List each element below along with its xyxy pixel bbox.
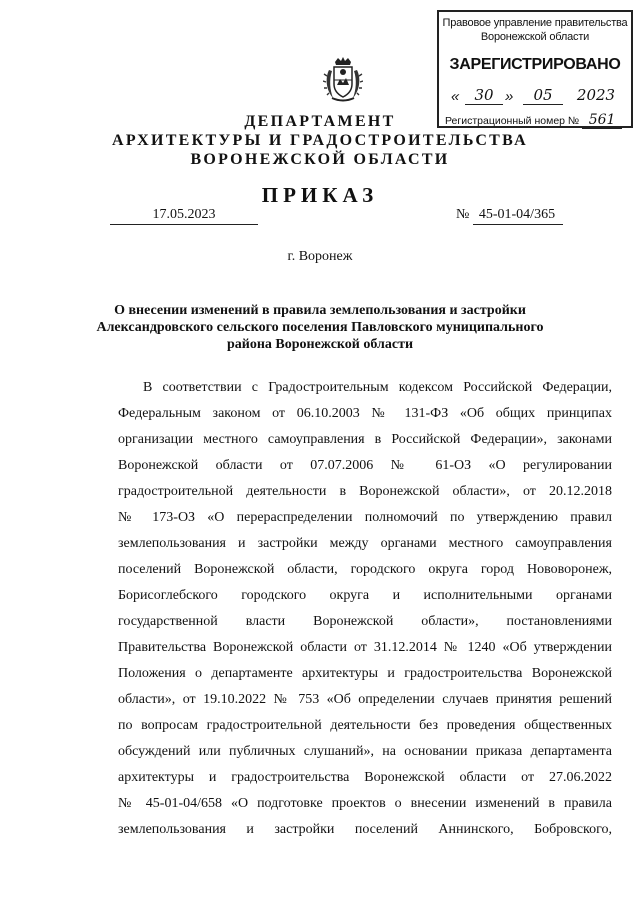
body-line: области», от 19.10.2022 № 753 «Об определении случаев принятия решений [118, 692, 612, 707]
stamp-org-line-2: Воронежской области [480, 31, 590, 43]
body-line: В соответствии с Градостроительным кодексом Российской Федерации, [143, 380, 612, 395]
body-line: землепользования и застройки поселений Аннинского, Бобровского, [118, 822, 612, 837]
body-line: Воронежской области от 07.07.2006 № 61-ОЗ «О регулировании [118, 458, 612, 473]
body-line: государственной власти Воронежской области», постановлениями [118, 614, 612, 629]
stamp-date: « 30 » 05 2023 [451, 88, 623, 106]
stamp-org-line-1: Правовое управление правительства [442, 17, 628, 29]
body-line: № 173-ОЗ «О перераспределении полномочий по утверждению правил [118, 510, 612, 525]
registration-stamp [437, 10, 633, 128]
stamp-organization [439, 16, 631, 44]
body-line: по вопросам градостроительной деятельности без проведения общественных [118, 718, 612, 733]
subject-line-3: района Воронежской области [226, 337, 414, 352]
body-line: архитектуры и градостроительства Воронежской области от 27.06.2022 [118, 770, 612, 785]
stamp-status: ЗАРЕГИСТРИРОВАНО [449, 56, 621, 73]
body-line: Правительства Воронежской области от 31.12.2014 № 1240 «Об утверждении [118, 640, 612, 655]
order-number: 45-01-04/365 [473, 207, 563, 225]
stamp-reg-number: 561 [582, 112, 622, 129]
subject-line-2: Александровского сельского поселения Павловского муниципального [96, 320, 544, 335]
department-line-2: АРХИТЕКТУРЫ И ГРАДОСТРОИТЕЛЬСТВА [112, 132, 528, 149]
body-line: градостроительной деятельности в Воронежской области», от 20.12.2018 [118, 484, 612, 499]
body-line: Борисоглебского городского округа и исполнительными органами [118, 588, 612, 603]
stamp-date-month: 05 [523, 86, 563, 105]
order-subject [60, 302, 580, 353]
body-line: № 45-01-04/658 «О подготовке проектов о внесении изменений в правила [118, 796, 612, 811]
body-line: Положения о департаменте архитектуры и градостроительства Воронежской [118, 666, 612, 681]
department-line-1: ДЕПАРТАМЕНТ [244, 113, 396, 130]
department-header [0, 112, 640, 169]
order-number-block [456, 207, 601, 225]
body-line: поселений Воронежской области, городского округа город Нововоронеж, [118, 562, 612, 577]
order-date: 17.05.2023 [110, 207, 258, 225]
stamp-date-day: 30 [465, 86, 503, 105]
subject-line-1: О внесении изменений в правила землепользования и застройки [114, 303, 526, 318]
order-number-prefix: № [456, 207, 470, 222]
body-line: землепользования и застройки между органами местного самоуправления [118, 536, 612, 551]
order-title: ПРИКАЗ [261, 183, 379, 207]
stamp-reg-label: Регистрационный номер № [445, 115, 580, 127]
order-city: г. Воронеж [287, 249, 353, 264]
body-line: организации местного самоуправления в Российской Федерации», законами [118, 432, 612, 447]
coat-of-arms-icon [323, 56, 363, 104]
body-line: обсуждений или публичных слушаний», на основании приказа департамента [118, 744, 612, 759]
body-line: Федеральным законом от 06.10.2003 № 131-ФЗ «Об общих принципах [118, 406, 612, 421]
stamp-date-year: 2023 [576, 86, 616, 104]
department-line-3: ВОРОНЕЖСКОЙ ОБЛАСТИ [190, 151, 450, 168]
